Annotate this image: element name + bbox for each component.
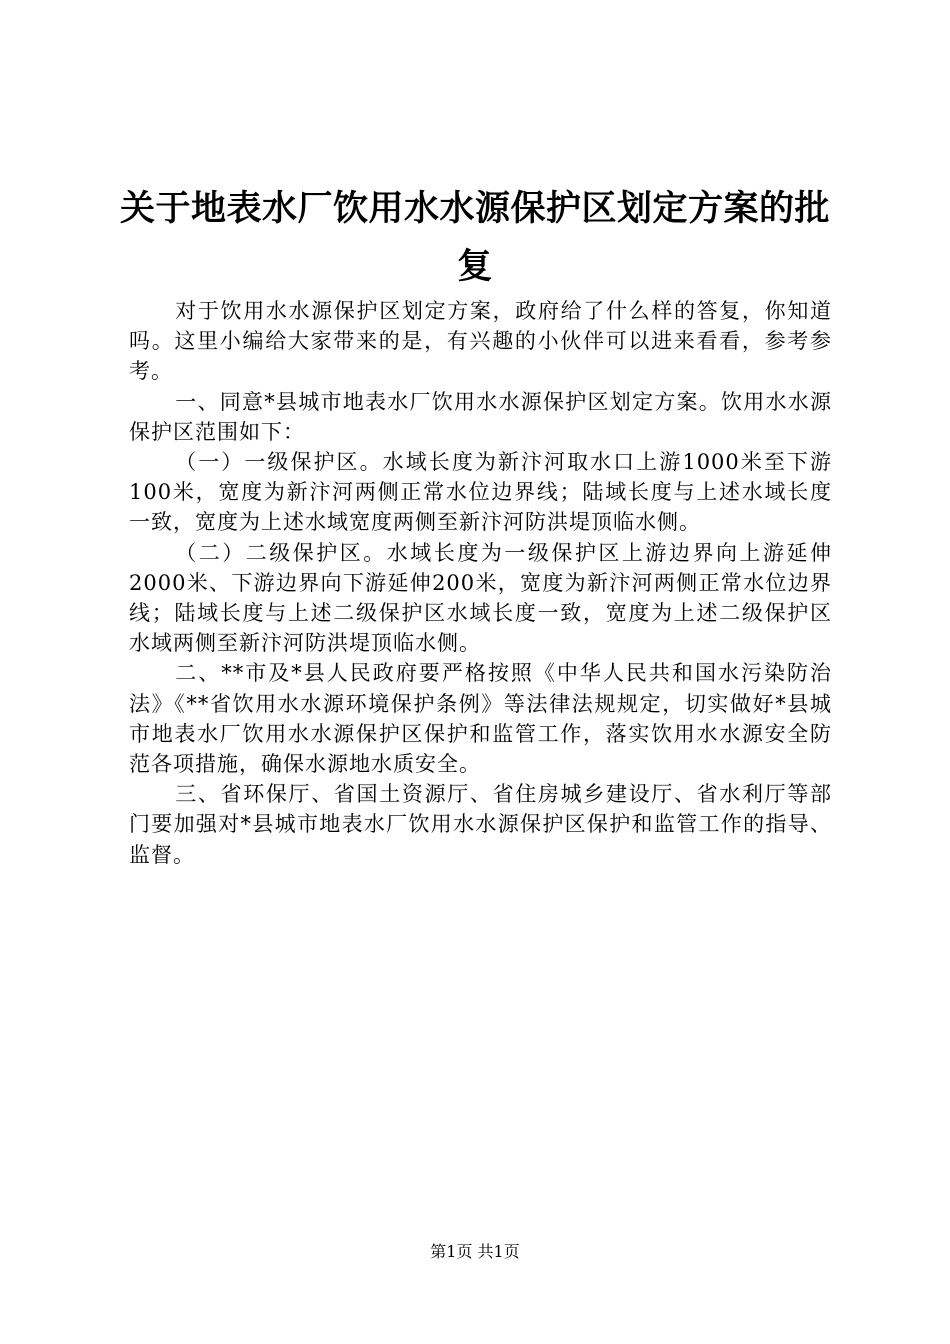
page-number-footer: 第1页 共1页 [430, 1242, 520, 1261]
section-one-paragraph: 一、同意*县城市地表水厂饮用水水源保护区划定方案。饮用水水源保护区范围如下： [129, 389, 832, 444]
document-body [129, 296, 832, 870]
secondary-protection-zone-paragraph: （二）二级保护区。水域长度为一级保护区上游边界向上游延伸2000米、下游边界向下游延伸200米，宽度为新汴河两侧正常水位边界线；陆域长度与上述二级保护区水域长度一致，宽度为上述二级保护区水域两侧至新汴河防洪堤顶临水侧。 [129, 540, 832, 656]
document-title: 关于地表水厂饮用水水源保护区划定方案的批复 [120, 188, 831, 287]
primary-protection-zone-paragraph: （一）一级保护区。水域长度为新汴河取水口上游1000米至下游100米，宽度为新汴河两侧正常水位边界线；陆域长度与上述水域长度一致，宽度为上述水域宽度两侧至新汴河防洪堤顶临水侧。 [129, 450, 832, 535]
intro-paragraph: 对于饮用水水源保护区划定方案，政府给了什么样的答复，你知道吗。这里小编给大家带来的是，有兴趣的小伙伴可以进来看看，参考参考。 [129, 299, 832, 384]
section-three-paragraph: 三、省环保厅、省国土资源厅、省住房城乡建设厅、省水利厅等部门要加强对*县城市地表水厂饮用水水源保护区保护和监管工作的指导、监督。 [129, 782, 832, 867]
section-two-paragraph: 二、**市及*县人民政府要严格按照《中华人民共和国水污染防治法》《**省饮用水水源环境保护条例》等法律法规规定，切实做好*县城市地表水厂饮用水水源保护区保护和监管工作，落实饮用水水源安全防范各项措施，确保水源地水质安全。 [129, 661, 832, 777]
